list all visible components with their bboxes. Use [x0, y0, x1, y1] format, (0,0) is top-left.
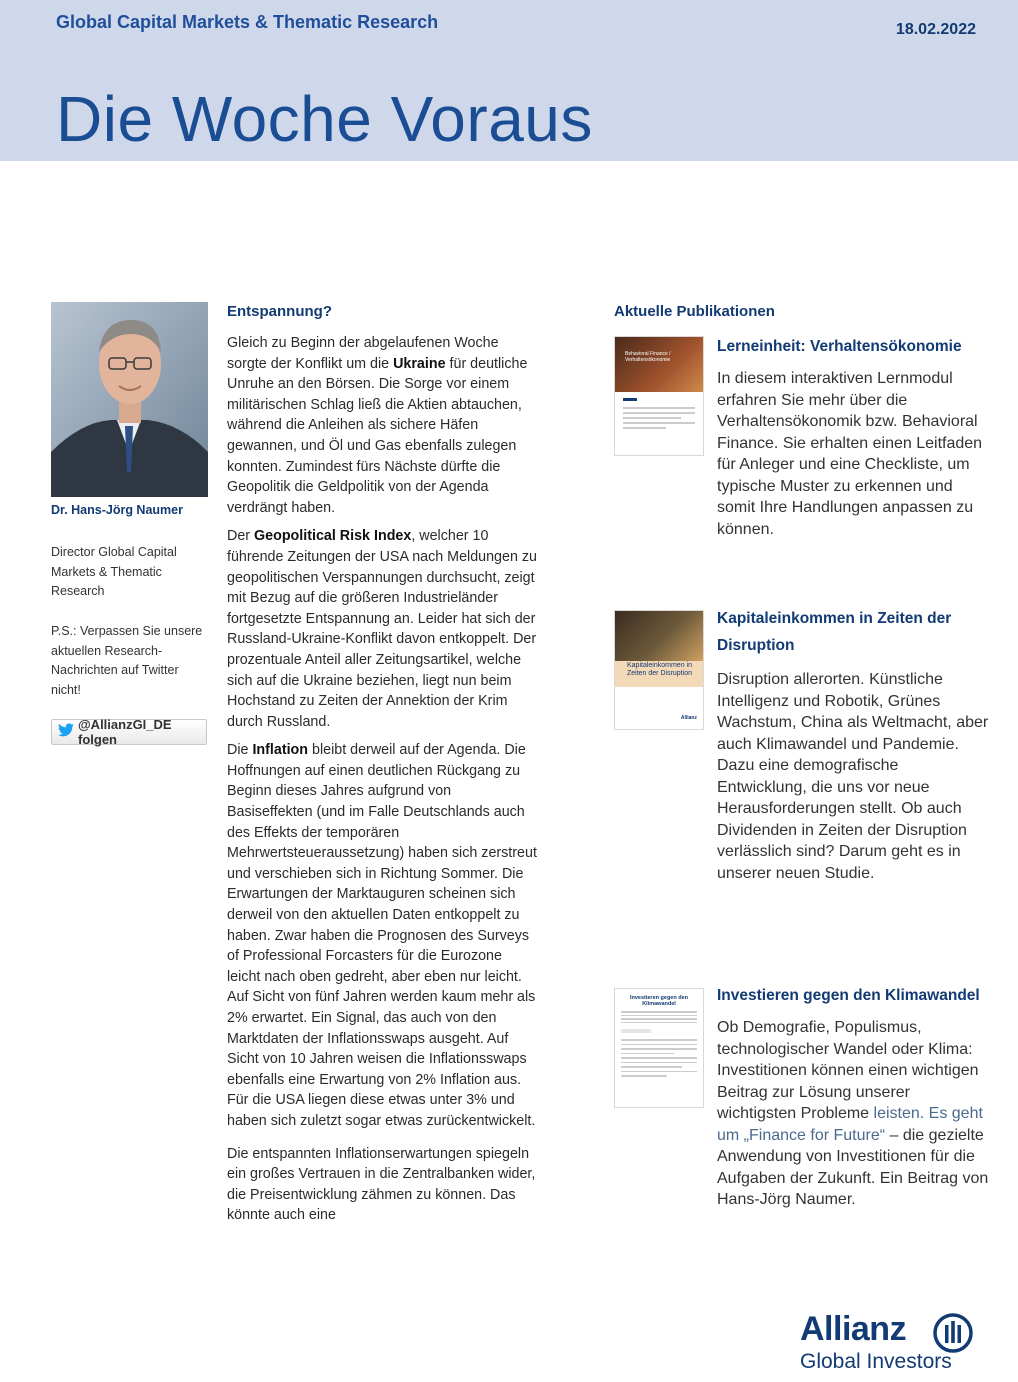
- twitter-bird-icon: [58, 723, 74, 742]
- thumbnail-cover-image: [615, 337, 703, 392]
- publications-heading: Aktuelle Publikationen: [614, 303, 775, 320]
- article-paragraph-4: Die entspannten Inflationserwartungen spiegeln ein großes Vertrauen in die Zentralbanken wider, die Preisentwicklung zähmen zu können. Das könnte auch eine: [227, 1145, 536, 1224]
- thumbnail-caption: Kapitaleinkommen in Zeiten der Disruption: [615, 661, 704, 687]
- twitter-follow-button[interactable]: [51, 719, 207, 745]
- author-photo: [51, 302, 208, 497]
- page-title: Die Woche Voraus: [56, 83, 593, 155]
- publication-desc-3: Ob Demografie, Populismus, technologischer Wandel oder Klima: Investitionen können einen wichtigen Beitrag zur Lösung unserer wichtigsten Probleme leisten. Es geht um „Finance for Future“ – die gezielte Anwendung von Investitionen für die Aufgaben der Zukunft. Ein Beitrag von Hans-Jörg Naumer.: [717, 1019, 989, 1208]
- finance-for-future-link[interactable]: leisten. Es geht um „Finance for Future“: [717, 1105, 983, 1144]
- author-role: Director Global Capital Markets & Thematic Research: [51, 545, 177, 598]
- allianz-eagle-icon: [932, 1312, 974, 1354]
- twitter-follow-label: @AllianzGI_DE folgen: [78, 717, 172, 747]
- publication-title-3[interactable]: Investieren gegen den Klimawandel: [717, 987, 980, 1004]
- article-paragraph-1: Gleich zu Beginn der abgelaufenen Woche sorgte der Konflikt um die Ukraine für deutliche Unruhe an den Börsen. Die Sorge vor einem militärischen Schlag ließ die Aktien abtauchen, während die Anleihen als sichere Häfen gewannen, und Öl und Gas ebenfalls zulegen konnten. Zumindest fürs Nächste dürfte die Geopolitik die Geldpolitik von der Agenda verdrängt haben.: [227, 335, 528, 516]
- article-heading: Entspannung?: [227, 303, 332, 320]
- publication-thumbnail-3[interactable]: [614, 988, 704, 1108]
- publication-title-2[interactable]: Kapitaleinkommen in Zeiten der Disruption: [717, 610, 952, 654]
- report-series: Global Capital Markets & Thematic Research: [56, 12, 439, 32]
- thumbnail-caption: Behavioral Finance / Verhaltensökonomie: [625, 351, 671, 363]
- article-column: [227, 303, 537, 1234]
- publication-thumbnail-1[interactable]: [614, 336, 704, 456]
- header-band: [0, 0, 1018, 161]
- thumbnail-text-lines: [621, 1011, 697, 1077]
- logo-subline: Global Investors: [800, 1350, 952, 1373]
- publication-title-1[interactable]: Lerneinheit: Verhaltensökonomie: [717, 338, 962, 355]
- thumbnail-text-lines: [615, 392, 703, 438]
- publication-desc-1: In diesem interaktiven Lernmodul erfahren Sie mehr über die Verhaltensökonomik bzw. Behavioral Finance. Sie erhalten einen Leitfaden für Anleger und eine Checkliste, um typische Muster zu erkennen und somit Ihre Handlungen anpassen zu können.: [717, 370, 983, 538]
- twitter-note: P.S.: Verpassen Sie unsere aktuellen Research-Nachrichten auf Twitter nicht!: [51, 624, 203, 697]
- thumbnail-cover-image: [615, 611, 703, 661]
- allianz-gi-logo: [800, 1310, 980, 1372]
- publication-thumbnail-2[interactable]: [614, 610, 704, 730]
- publication-desc-2: Disruption allerorten. Künstliche Intelligenz und Robotik, Grünes Wachstum, China als Weltmacht, aber auch Klimawandel und Pandemie. Dazu eine demografische Entwicklung, die uns vor neue Herausforderungen stellt. Ob auch Dividenden in Zeiten der Disruption verlässlich sind? Darum geht es in unserer neuen Studie.: [717, 671, 989, 882]
- thumbnail-logo: Allianz: [680, 715, 697, 721]
- author-name: Dr. Hans-Jörg Naumer: [51, 503, 183, 517]
- logo-wordmark: Allianz: [800, 1310, 907, 1348]
- article-paragraph-3: Die Inflation bleibt derweil auf der Agenda. Die Hoffnungen auf einen deutlichen Rückgang zu Beginn dieses Jahres aufgrund von Basiseffekten (und im Falle Deutschlands auch des Effekts der temporären Mehrwertsteueraussetzung) haben sich zerstreut und verschieben sich in Richtung Sommer. Die Erwartungen der Marktauguren scheinen sich derweil von den aktuellen Daten entkoppelt zu haben. Zwar haben die Prognosen des Surveys of Professional Forcasters für die Eurozone leicht nach oben gedreht, aber eben nur leicht. Auf Sicht von fünf Jahren werden kaum mehr als 2% erwartet. Ein Signal, das auch von den Marktdaten der Inflationsswaps ausgeht. Auf Sicht von 10 Jahren weisen die Inflationsswaps ebenfalls eine Erwartung von 2% Inflation aus. Für die USA liegen diese etwas unter 3% und haben sich zuletzt sogar etwas zurückentwickelt.: [227, 742, 537, 1129]
- article-paragraph-2: Der Geopolitical Risk Index, welcher 10 führende Zeitungen der USA nach Meldungen zu geopolitischen Verspannungen durchsucht, zeigt mit Bezug auf die größeren Industrieländer fortgesetzte Entspannung an. Leider hat sich der Russland-Ukraine-Konflikt davon entkoppelt. Der prozentuale Anteil aller Zeitungsartikel, welche sich auf die Ukraine beziehen, liegt nun beim Hochstand zu Zeiten der Annektion der Krim durch Russland.: [227, 528, 537, 730]
- report-date: 18.02.2022: [895, 21, 976, 38]
- thumbnail-caption: Investieren gegen den Klimawandel: [629, 995, 689, 1007]
